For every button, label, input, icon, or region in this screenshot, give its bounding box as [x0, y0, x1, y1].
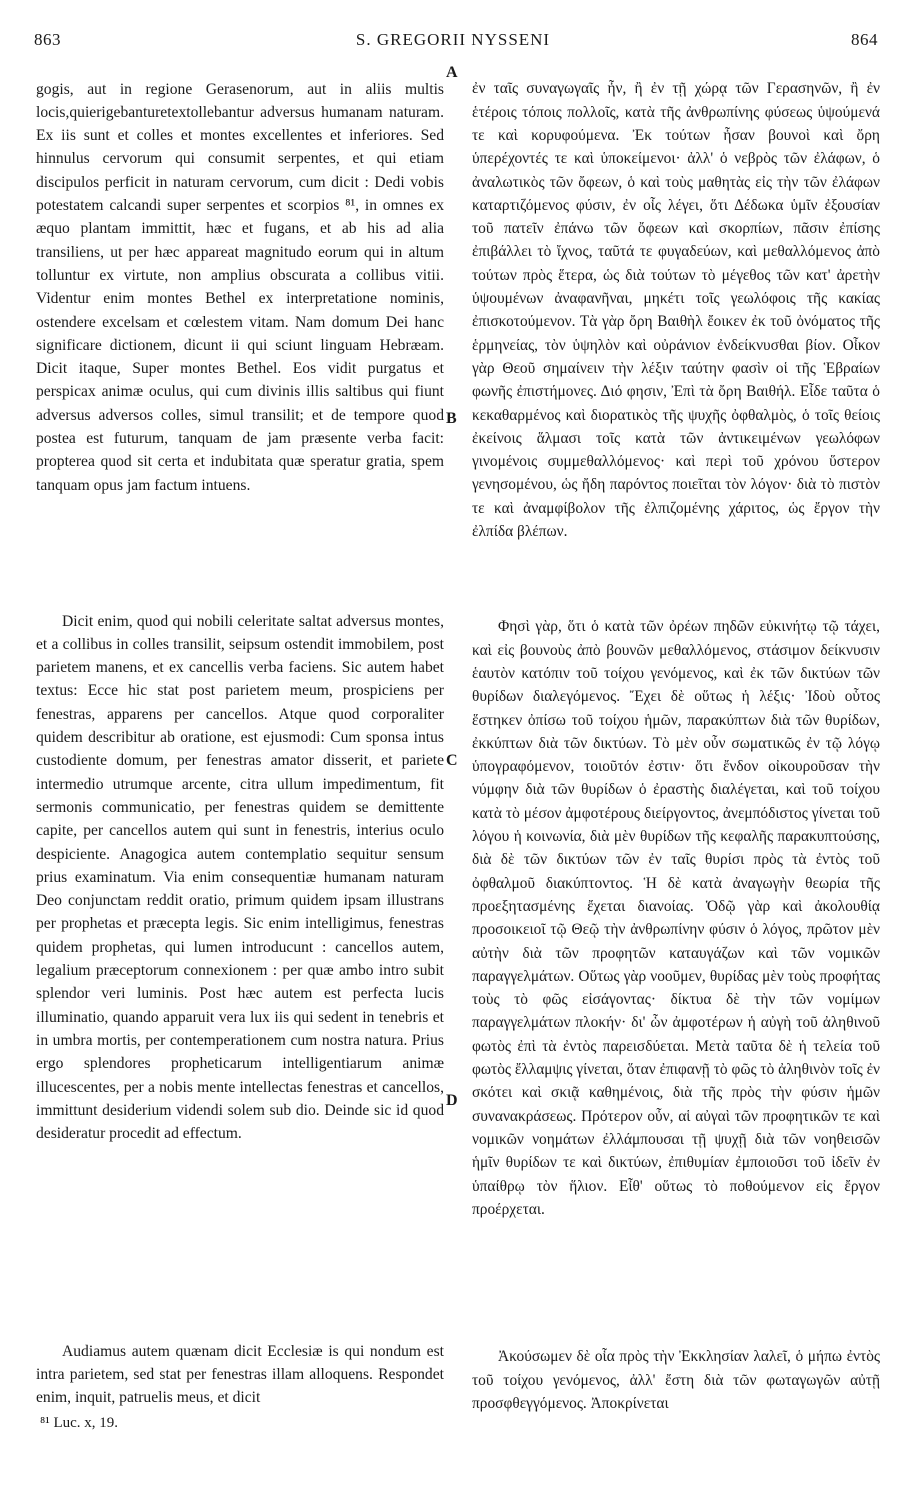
footnote: ⁸¹ Luc. x, 19. — [40, 1415, 119, 1431]
right-page-number: 864 — [851, 30, 878, 49]
running-title: S. GREGORII NYSSENI — [355, 30, 551, 49]
greek-column-part-3 — [472, 1330, 880, 1431]
greek-paragraph-2: Φησὶ γὰρ, ὅτι ὁ κατὰ τῶν ὀρέων πηδῶν εὐκινήτῳ τῷ τάχει, καὶ εἰς βουνοὺς ἀπὸ βουνῶν μεθαλλόμενος, στάσιμον δείκνυσιν ἑαυτὸν κατόπιν τοῦ τοίχου γενόμενος, καὶ ἐκ τῶν δικτύων τῶν θυρίδων διαλεγόμενος. Ἔχει δὲ οὕτως ἡ λέξις· Ἰδοὺ οὗτος ἕστηκεν ὀπίσω τοῦ τοίχου ἡμῶν, παρακύπτων διὰ τῶν θυρίδων, ἐκκύπτων διὰ τῶν δικτύων. Τὸ μὲν οὖν σωματικῶς ἐν τῷ λόγῳ ὑπογραφόμενον, τοιοῦτόν ἐστιν· ὅτι ἔνδον οἰκουροῦσαν τὴν νύμφην διὰ τῶν θυρίδων ὁ ἐραστὴς διαλέγεται, καὶ τοῦ τοίχου κατὰ τὸ μέσον ἀμφοτέρους διείργοντος, ἀνεμπόδιστος γίνεται τοῦ λόγου ἡ κοινωνία, διὰ μὲν θυρίδων τῆς κεφαλῆς παρακυπτούσης, διὰ δὲ τῶν δικτύων τῶν ἐν ταῖς θυρίσι πρὸς τὰ ἐντὸς τοῦ ὀφθαλμοῦ διακύπτοντος. Ἡ δὲ κατὰ ἀναγωγὴν θεωρία τῆς προεξητασμένης ἔχεται διανοίας. Ὁδῷ γὰρ καὶ ἀκολουθίᾳ προσοικειοῖ τῷ Θεῷ τὴν ἀνθρωπίνην φύσιν ὁ λόγος, πρῶτον μὲν αὐτὴν διὰ τῶν προφητῶν καταυγάζων καὶ τῶν νομικῶν παραγγελμάτων. Οὕτως γὰρ νοοῦμεν, θυρίδας μὲν τοὺς προφήτας τοὺς τὸ φῶς εἰσάγοντας· δίκτυα δὲ τὴν τῶν νομίμων παραγγελμάτων πλοκήν· δι' ὧν ἀμφοτέρων ἡ αὐγὴ τοῦ ἀληθινοῦ φωτὸς ἐπὶ τὰ ἐντὸς παρεισδύεται. Μετὰ ταῦτα δὲ ἡ τελεία τοῦ φωτὸς ἔλλαμψις γίνεται, ὅταν ἐπιφανῇ τὸ φῶς τὸ ἀληθινὸν τοῖς ἐν σκότει καὶ σκιᾷ καθημένοις, διὰ τῆς πρὸς τὴν φύσιν ἡμῶν συνανακράσεως. Πρότερον οὖν, αἱ αὐγαὶ τῶν προφητικῶν τε καὶ νομικῶν νοημάτων ἐλλάμπουσαι τῇ ψυχῇ διὰ τῶν νοηθεισῶν ἡμῖν θυρίδων τε καὶ δικτύων, ἐπιθυμίαν ἐμποιοῦσι τοῦ ἰδεῖν ἐν ὑπαίθρῳ τὸν ἥλιον. Εἶθ' οὕτως τὸ ποθούμενον εἰς ἔργον προέρχεται. — [472, 618, 880, 1218]
greek-column — [472, 62, 880, 559]
latin-paragraph-3: Audiamus autem quænam dicit Ecclesiæ is qui nondum est intra parietem, sed stat per fenestras illam alloquens. Respondet enim, inquit, patruelis meus, et dicit — [36, 1342, 444, 1407]
margin-marker-c: C — [446, 752, 458, 769]
greek-column-part-2 — [472, 600, 880, 1237]
greek-paragraph-3: Ἀκούσωμεν δὲ οἷα πρὸς τὴν Ἐκκλησίαν λαλεῖ, ὁ μήπω ἐντὸς τοῦ τοίχου γενόμενος, ἀλλ' ἔστη διὰ τῶν φωταγωγῶν αὐτῇ προσφθεγγόμενος. Ἀποκρίνεται — [472, 1348, 880, 1412]
margin-marker-b: B — [446, 410, 457, 427]
latin-paragraph-2: Dicit enim, quod qui nobili celeritate saltat adversus montes, et a collibus in colles transilit, seipsum ostendit immobilem, post parietem manens, et ex cancellis verba faciens. Sic autem habet textus: Ecce hic stat post parietem meum, prospiciens per fenestras, apparens per cancellos. Atque quod corporaliter quidem describitur ab oratione, est ejusmodi: Cum sponsa intus custodiente domum, per fenestras amator disserit, et pariete intermedio utrumque arcente, citra ullum impedimentum, fit sermonis communicatio, per fenestras quidem se demittente capite, per cancellos autem qui sunt in fenestris, interius oculo despiciente. Anagogica autem contemplatio sequitur sensum prius examinatum. Via enim consequentiæ humanam naturam Deo conjunctam reddit oratio, primum quidem ipsam illustrans per prophetas et præcepta legis. Sic enim intelligimus, fenestras quidem prophetas, qui lumen introducunt : cancellos autem, legalium præceptorum connexionem : per quæ ambo intro subit splendor veri luminis. Post hæc autem est perfecta lucis illuminatio, quando apparuit vera lux iis qui sedent in tenebris et in umbra mortis, per contemperationem cum nostra natura. Prius ergo splendores propheticarum intelligentiarum animæ illucescentes, per a nobis mente intellectas fenestras et cancellos, immittunt desiderium videndi solem sub dio. Deinde sic id quod desideratur procedit ad effectum. — [36, 612, 444, 1143]
latin-column — [36, 62, 444, 513]
latin-column-part-2 — [36, 594, 444, 1161]
greek-paragraph-1: ἐν ταῖς συναγωγαῖς ἦν, ἢ ἐν τῇ χώρᾳ τῶν Γερασηνῶν, ἢ ἐν ἑτέροις τόποις πολλοῖς, κατὰ τῆς ἀνθρωπίνης φύσεως ὑψούμενά τε καὶ κορυφούμενα. Ἐκ τούτων ἦσαν βουνοὶ καὶ ὄρη ὑπερέχοντές τε καὶ ὑποκείμενοι· ἀλλ' ὁ νεβρὸς τῶν ἐλάφων, ὁ ἀναλωτικὸς τῶν ὄφεων, ὁ καὶ τοὺς μαθητὰς εἰς τὴν τῶν ἐλάφων καταρτιζόμενος φύσιν, ἐν οἷς λέγει, ὅτι Δέδωκα ὑμῖν ἐξουσίαν τοῦ πατεῖν ἐπάνω τῶν ὄφεων καὶ σκορπίων, πᾶσιν ἐπίσης ἐπιβάλλει τὸ ἴχνος, ταῦτά τε φυγαδεύων, καὶ μεθαλλόμενος ἀπὸ τούτων πρὸς ἕτερα, ὡς διὰ τούτων τὸ μέγεθος τῶν κατ' ἀρετὴν ὑψουμένων ἀναφανῆναι, μηκέτι τοῖς γεωλόφοις τῆς κακίας ἐπισκοτούμενον. Τὰ γὰρ ὄρη Βαιθὴλ ἔοικεν ἐκ τοῦ ὀνόματος τῆς ἑρμηνείας, τὸν ὑψηλὸν καὶ οὐράνιον ἐνδείκνυσθαι βίον. Οἶκον γὰρ Θεοῦ σημαίνειν τὴν λέξιν ταύτην φασὶν οἱ τῆς Ἑβραίων φωνῆς ἐπιστήμονες. Διό φησιν, Ἐπὶ τὰ ὄρη Βαιθήλ. Εἶδε ταῦτα ὁ κεκαθαρμένος καὶ διορατικὸς τῆς ψυχῆς ὀφθαλμὸς, ὁ τοῖς θείοις ἐκείνοις ἅλμασι τοῖς κατὰ τῶν ἀντικειμένων γεωλόφων γινομένοις συμμεθαλλόμενος· καὶ περὶ τοῦ χρόνου ὕστερον γενησομένου, ὡς ἤδη παρόντος ποιεῖται τὸν λόγον· διὰ τὸ πιστὸν τε καὶ ἀναμφίβολον τῆς ἐλπιζομένης χάριτος, ὡς ἔργον τὴν ἐλπίδα βλέπων. — [472, 80, 880, 541]
left-page-number: 863 — [34, 30, 61, 49]
margin-marker-d: D — [446, 1092, 458, 1109]
margin-marker-a: A — [446, 64, 458, 81]
latin-paragraph-1: gogis, aut in regione Gerasenorum, aut in aliis multis locis,quierigebanturetextollebantur adversus humanam naturam. Ex iis sunt et colles et montes excellentes et inferiores. Sed hinnulus cervorum qui consumit serpentes, et qui etiam discipulos perficit in naturam cervorum, cum dicit : Dedi vobis potestatem calcandi super serpentes et scorpios ⁸¹, in omnes ex æquo plantam immittit, hæc et fugans, et ab his ad alia transiliens, ut per hæc appareat magnitudo eorum qui in altum tolluntur ex virtute, non amplius obscurata a collibus vitii. Videntur enim montes Bethel ex interpretatione nominis, ostendere excelsam et cœlestem vitam. Nam domum Dei hanc significare dictionem, dicunt ii qui sciunt linguam Hebræam. Dicit itaque, Super montes Bethel. Eos vidit purgatus et perspicax animæ oculus, qui cum divinis illis saltibus qui fiunt adversus adversos colles, simul transilit; et de tempore quod postea est futurum, tanquam de jam præsente verba facit: propterea quod sit certa et indubitata quæ speratur gratia, spem tanquam opus jam factum intuens. — [36, 80, 444, 494]
latin-column-part-3 — [36, 1324, 444, 1425]
